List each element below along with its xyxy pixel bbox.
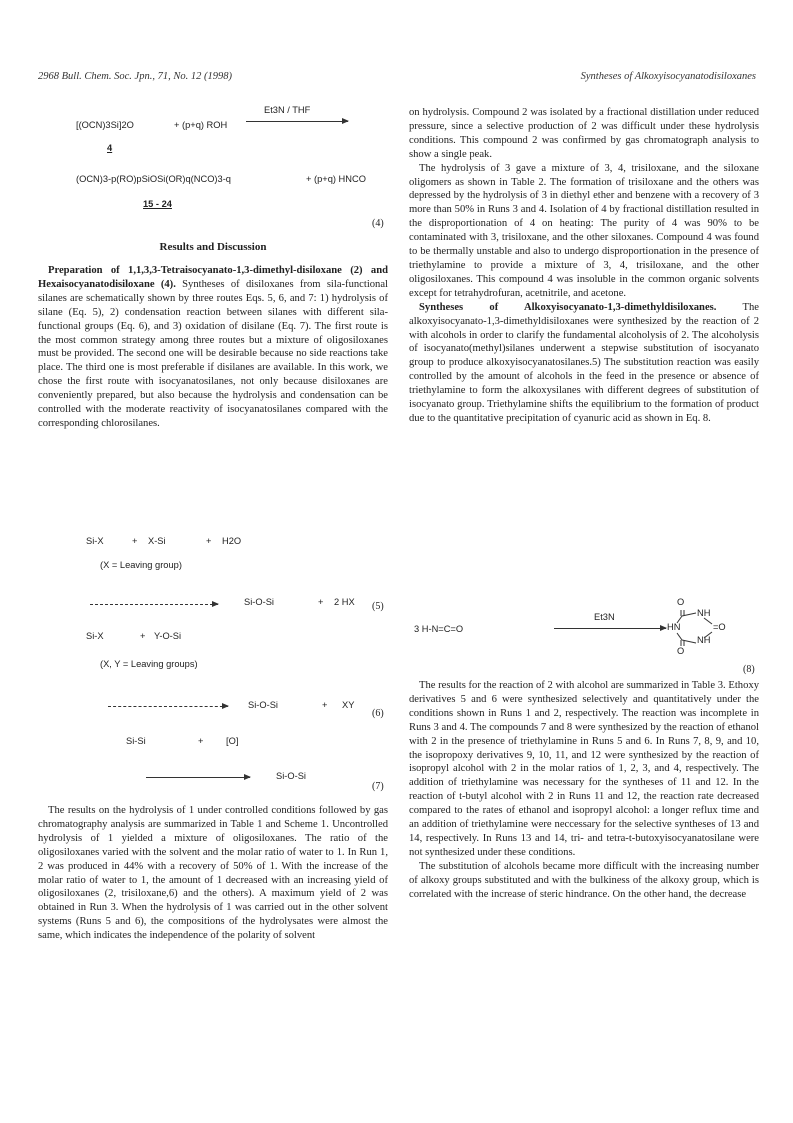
- eq6-byproduct: XY: [342, 700, 355, 710]
- eq4-compound-4: 4: [107, 143, 113, 153]
- running-header-right: Syntheses of Alkoxyisocyanatodisiloxanes: [580, 71, 756, 82]
- right-paragraph-2: The hydrolysis of 3 gave a mixture of 3, 4, trisiloxane, and the siloxane oligomers as shown in Table 2. The formation of trisiloxane and the others was depressed by the hydrolysis of 3 in diethyl ether and benzene with a recovery of 3 more than 50% in Runs 3 and 4. Isolation of 4 by fractional distillation resulted in the disproportionation of 4 on heating: The purity of 4 was 90% to be contaminated with 3, trisiloxane, and the other siloxanes. Compound 4 was found to be thermally unstable and also to undergo disproportionation in the presence of triethylamine to provide a mixture of 3, 4, trisiloxane, and the other oligosiloxanes. This compound 4 was insoluble in the common organic solvents except for tetrahydrofuran, acetnitrile, and acetone.: [409, 162, 759, 299]
- paragraph-text: Syntheses of disiloxanes from sila-functional silanes are schematically shown by three routes Eqs. 5, 6, and 7: 1) hydrolysis of silane (Eq. 5), 2) condensation reaction between silanes with different sila-functional groups (Eq. 6), and 3) oxidation of disilane (Eq. 7). The first route is the most common strategy among three routes but a mixture of oligosiloxanes must be provided. The second one will be desirable because no side reactions take place. The third one is most preferable if disilanes are available. In this work, we chose the first route with isocyanatosilanes, not only because disiloxanes are conveniently prepared, but also because the hydrolysis and condensation can be controlled with the moderate reactivity of isocyanatosilanes compared with the corresponding chlorosilanes.: [38, 278, 389, 429]
- eq4-reactant: [(OCN)3Si]2O: [76, 120, 134, 130]
- cyanuric-acid-ring: [674, 606, 718, 652]
- eq6-product: Si-O-Si: [248, 700, 278, 710]
- eq4-product: (OCN)3-p(RO)pSiOSi(OR)q(NCO)3-q: [76, 174, 231, 184]
- eq4-alcohol: + (p+q) ROH: [174, 120, 228, 130]
- eq7-arrow: [146, 777, 250, 778]
- eq8-arrow: [554, 628, 666, 629]
- eq8-number: (8): [743, 664, 755, 675]
- eq4-number: (4): [372, 218, 384, 229]
- eq6-reactant-2: Y-O-Si: [154, 631, 182, 641]
- eq6-number: (6): [372, 708, 384, 719]
- right-paragraph-1: on hydrolysis. Compound 2 was isolated by a fractional distillation under reduced pressure, since a selective production of 2 was difficult under these hydrolysis conditions. This compound 2 was confirmed by gas chromatograph analysis to show a single peak.: [409, 107, 759, 160]
- eq8-nh-top: NH: [697, 608, 711, 618]
- eq8-nh-bottom: NH: [697, 635, 711, 645]
- eq4-arrow: [246, 121, 348, 122]
- left-paragraph-1: [38, 264, 388, 431]
- eq7-oxidant: [O]: [226, 736, 239, 746]
- eq5-plus-3: +: [318, 597, 324, 607]
- eq8-hn: HN: [667, 622, 681, 632]
- eq7-reactant: Si-Si: [126, 736, 146, 746]
- eq5-reactant-1: Si-X: [86, 536, 104, 546]
- eq8-reactant: 3 H-N=C=O: [414, 624, 464, 634]
- eq7-number: (7): [372, 781, 384, 792]
- eq8-o-top: O: [677, 597, 685, 607]
- eq6-arrow: [108, 706, 228, 707]
- eq8-eq-o: =O: [713, 622, 726, 632]
- right-paragraph-4: The results for the reaction of 2 with alcohol are summarized in Table 3. Ethoxy derivatives 5 and 6 were synthesized selectively and quantitatively under the conditions shown in Runs 1 and 2, respectively. The reaction was incomplete in Runs 3 and 4. The compounds 7 and 8 were synthesized by the reaction of ethanol with 2 in the presence of triethylamine in Runs 5 and 6. In Runs 7, 8, 9, and 10, the isopropoxy derivatives 9, 10, 11, and 12 were synthesized by the reaction of isopropyl alcohol with 2 in the molar ratios of 1, 2, 3, and 4, respectively. The addition of triethylamine was necessary for the syntheses of 11 and 12. In the reaction of t-butyl alcohol with 2 in Runs 11 and 12, the reaction rate decreased compared to the rates of ethanol and isopropyl alcohol: a longer reflux time and an addition of triethylamine were neccessary for the selective syntheses of 13 and 14, respectively. In Runs 13 and 14, tri- and tetra-t-butoxyisocyanatosilane were not synthesized under these conditions.: [409, 680, 759, 858]
- eq5-reactant-2: X-Si: [148, 536, 166, 546]
- eq4-condition: Et3N / THF: [264, 105, 311, 115]
- eq5-note: (X = Leaving group): [100, 560, 182, 570]
- running-header-left: 2968 Bull. Chem. Soc. Jpn., 71, No. 12 (1998): [38, 71, 232, 82]
- eq8-condition: Et3N: [594, 612, 615, 622]
- right-paragraph-5: The substitution of alcohols became more difficult with the increasing number of alkoxy groups substituted and with the bulkiness of the alkoxy group, which is correlated with the increase of steric hindrance. On the other hand, the decrease: [409, 860, 759, 900]
- eq6-plus-1: +: [140, 631, 146, 641]
- section-title: Results and Discussion: [159, 241, 267, 253]
- eq5-water: H2O: [222, 536, 242, 546]
- eq5-plus-1: +: [132, 536, 138, 546]
- paragraph-heading: Syntheses of Alkoxyisocyanato-1,3-dimethyldisiloxanes.: [419, 301, 717, 313]
- eq6-note: (X, Y = Leaving groups): [100, 659, 198, 669]
- left-paragraph-2: [38, 804, 388, 943]
- paragraph-heading: Preparation of 1,1,3,3-Tetraisocyanato-1,3-dimethyl-disiloxane (2) and Hexaisocyanatodisiloxane (4).: [38, 265, 388, 290]
- right-column-top: [409, 106, 759, 426]
- eq5-product: Si-O-Si: [244, 597, 274, 607]
- eq5-number: (5): [372, 601, 384, 612]
- eq4-hnco: + (p+q) HNCO: [306, 174, 366, 184]
- eq8-o-bottom: O: [677, 646, 685, 656]
- eq5-plus-2: +: [206, 536, 212, 546]
- paragraph-text: The results on the hydrolysis of 1 under controlled conditions followed by gas chromatography analysis are summarized in Table 1 and Scheme 1. Uncontrolled hydrolysis of 1 yielded a mixture of oligosiloxanes. The ratio of the oligosiloxanes varied with the solvent and the molar ratio of water to 1. In Run 1, 2 was produced in 44% with a recovery of 50% of 1. With the increase of the molar ratio of water to 1, the amount of 1 decreased with an increasing yield of oligosiloxanes (2, trisiloxane,6) and the others). A maximum yield of 2 was obtained in Run 3. When the hydrolysis of 1 was carried out in the other solvent systems (Runs 5 and 6), the compositions of the hydrolysates were almost the same, which indicates the independence of the polarity of solvent: [38, 805, 388, 942]
- right-column-bottom: [409, 679, 759, 902]
- eq5-arrow: [90, 604, 218, 605]
- right-paragraph-3: The alkoxyisocyanato-1,3-dimethyldisiloxanes were synthesized by the reaction of 2 with alcohols in order to clarify the fundamental alcoholysis of 2. The alcoholysis of isocyanato(methyl)silanes underwent a stepwise substitution of isocyanato group to produce alkoxyisocyanatosilanes.5) The substitution reaction was easily controlled by the amount of alcohols in the feed in the presence or absence of triethylamine to form the alkoxysilanes with different degrees of substitution of isocyanato group. Triethylamine shifts the equilibrium to the formation of product due to the quantitative precipitation of cyanuric acid as shown in Eq. 8.: [409, 301, 759, 424]
- eq6-plus-2: +: [322, 700, 328, 710]
- eq7-plus: +: [198, 736, 204, 746]
- eq4-compound-range: 15 - 24: [143, 199, 172, 209]
- eq6-reactant-1: Si-X: [86, 631, 104, 641]
- eq5-byproduct: 2 HX: [334, 597, 355, 607]
- eq7-product: Si-O-Si: [276, 771, 306, 781]
